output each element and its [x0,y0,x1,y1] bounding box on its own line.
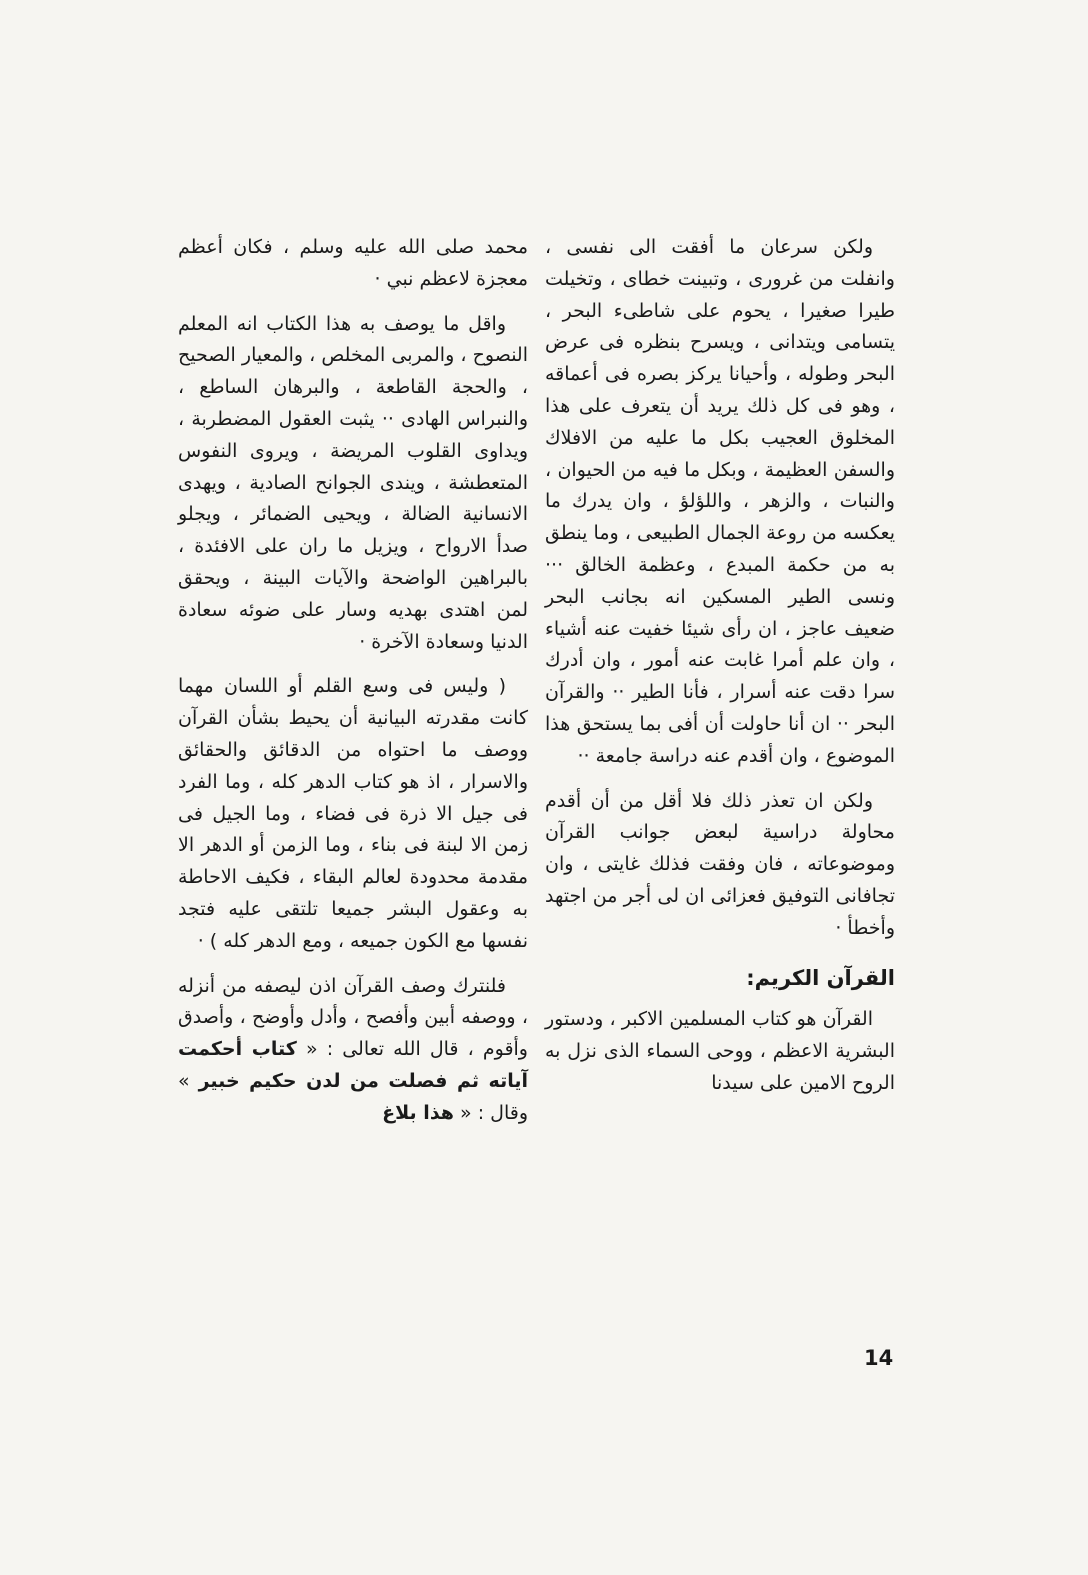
section-heading: القرآن الكريم: [746,965,895,990]
right-column [545,232,895,1113]
paragraph-with-quotes [178,971,528,1130]
quran-quote: هذا بلاغ [382,1101,454,1124]
paragraph-text: » وقال : « [178,1069,528,1124]
paragraph-text: فلنترك وصف القرآن اذن ليصفه من أنزله ، ووصفه أبين وأفصح ، وأدل وأوضح ، وأصدق وأقوم ، قال الله تعالى : « [178,974,528,1061]
paragraph: القرآن هو كتاب المسلمين الاكبر ، ودستور البشرية الاعظم ، ووحى السماء الذى نزل به الروح الامين على سيدنا [545,1008,895,1094]
paragraph: واقل ما يوصف به هذا الكتاب انه المعلم النصوح ، والمربى المخلص ، والمعيار الصحيح ، والحجة القاطعة ، والبرهان الساطع ، والنبراس الهادى ·· يثبت العقول المضطربة ، ويداوى القلوب المريضة ، ويروى النفوس المتعطشة ، ويندى الجوانح الصادية ، ويهدى الانسانية الضالة ، ويحيى الضمائر ، ويجلو صدأ الارواح ، ويزيل ما ران على الافئدة ، بالبراهين الواضحة والآيات البينة ، ويحقق لمن اهتدى بهديه وسار على ضوئه سعادة الدنيا وسعادة الآخرة · [178,312,528,653]
paragraph: ولكن ان تعذر ذلك فلا أقل من أن أقدم محاولة دراسية لبعض جوانب القرآن وموضوعاته ، فان وفقت فذلك غايتى ، وان تجافانى التوفيق فعزائى ان لى أجر من اجتهد وأخطأ · [545,789,895,939]
quoted-paragraph: ( وليس فى وسع القلم أو اللسان مهما كانت مقدرته البيانية أن يحيط بشأن القرآن ووصف ما احتواه من الدقائق والحقائق والاسرار ، اذ هو كتاب الدهر كله ، وما الفرد فى جيل الا ذرة فى فضاء ، وما الجيل فى زمن الا لبنة فى بناء ، وما الزمن أو الدهر الا مقدمة محدودة لعالم البقاء ، فكيف الاحاطة به وعقول البشر جميعا تلتقى عليه فتجد نفسها مع الكون جميعه ، ومع الدهر كله ) · [178,675,528,952]
left-column [178,232,528,1143]
paragraph: ولكن سرعان ما أفقت الى نفسى ، وانفلت من غرورى ، وتبينت خطاى ، وتخيلت طيرا صغيرا ، يحوم على شاطىء البحر ، يتسامى ويتدانى ، ويسرح بنظره فى عرض البحر وطوله ، وأحيانا يركز بصره فى أعماقه ، وهو فى كل ذلك يريد أن يتعرف على هذا المخلوق العجيب بكل ما عليه من الافلاك والسفن العظيمة ، وبكل ما فيه من الحيوان ، والنبات ، والزهر ، واللؤلؤ ، وان يدرك ما يعكسه من روعة الجمال الطبيعى ، وما ينطق به من حكمة المبدع ، وعظمة الخالق ··· ونسى الطير المسكين انه بجانب البحر ضعيف عاجز ، ان رأى شيئا خفيت عنه أشياء ، وان علم أمرا غابت عنه أمور ، وان أدرك سرا دقت عنه أسرار ، فأنا الطير ·· والقرآن البحر ·· ان أنا حاولت أن أفى بما يستحق هذا الموضوع ، وان أقدم عنه دراسة جامعة ·· [545,236,895,767]
page-number: 14 [864,1346,894,1370]
paragraph: محمد صلى الله عليه وسلم ، فكان أعظم معجزة لاعظم نبي · [178,236,528,290]
quran-quote: كتاب أحكمت آياته ثم فصلت من لدن حكيم خبير [178,1038,528,1092]
